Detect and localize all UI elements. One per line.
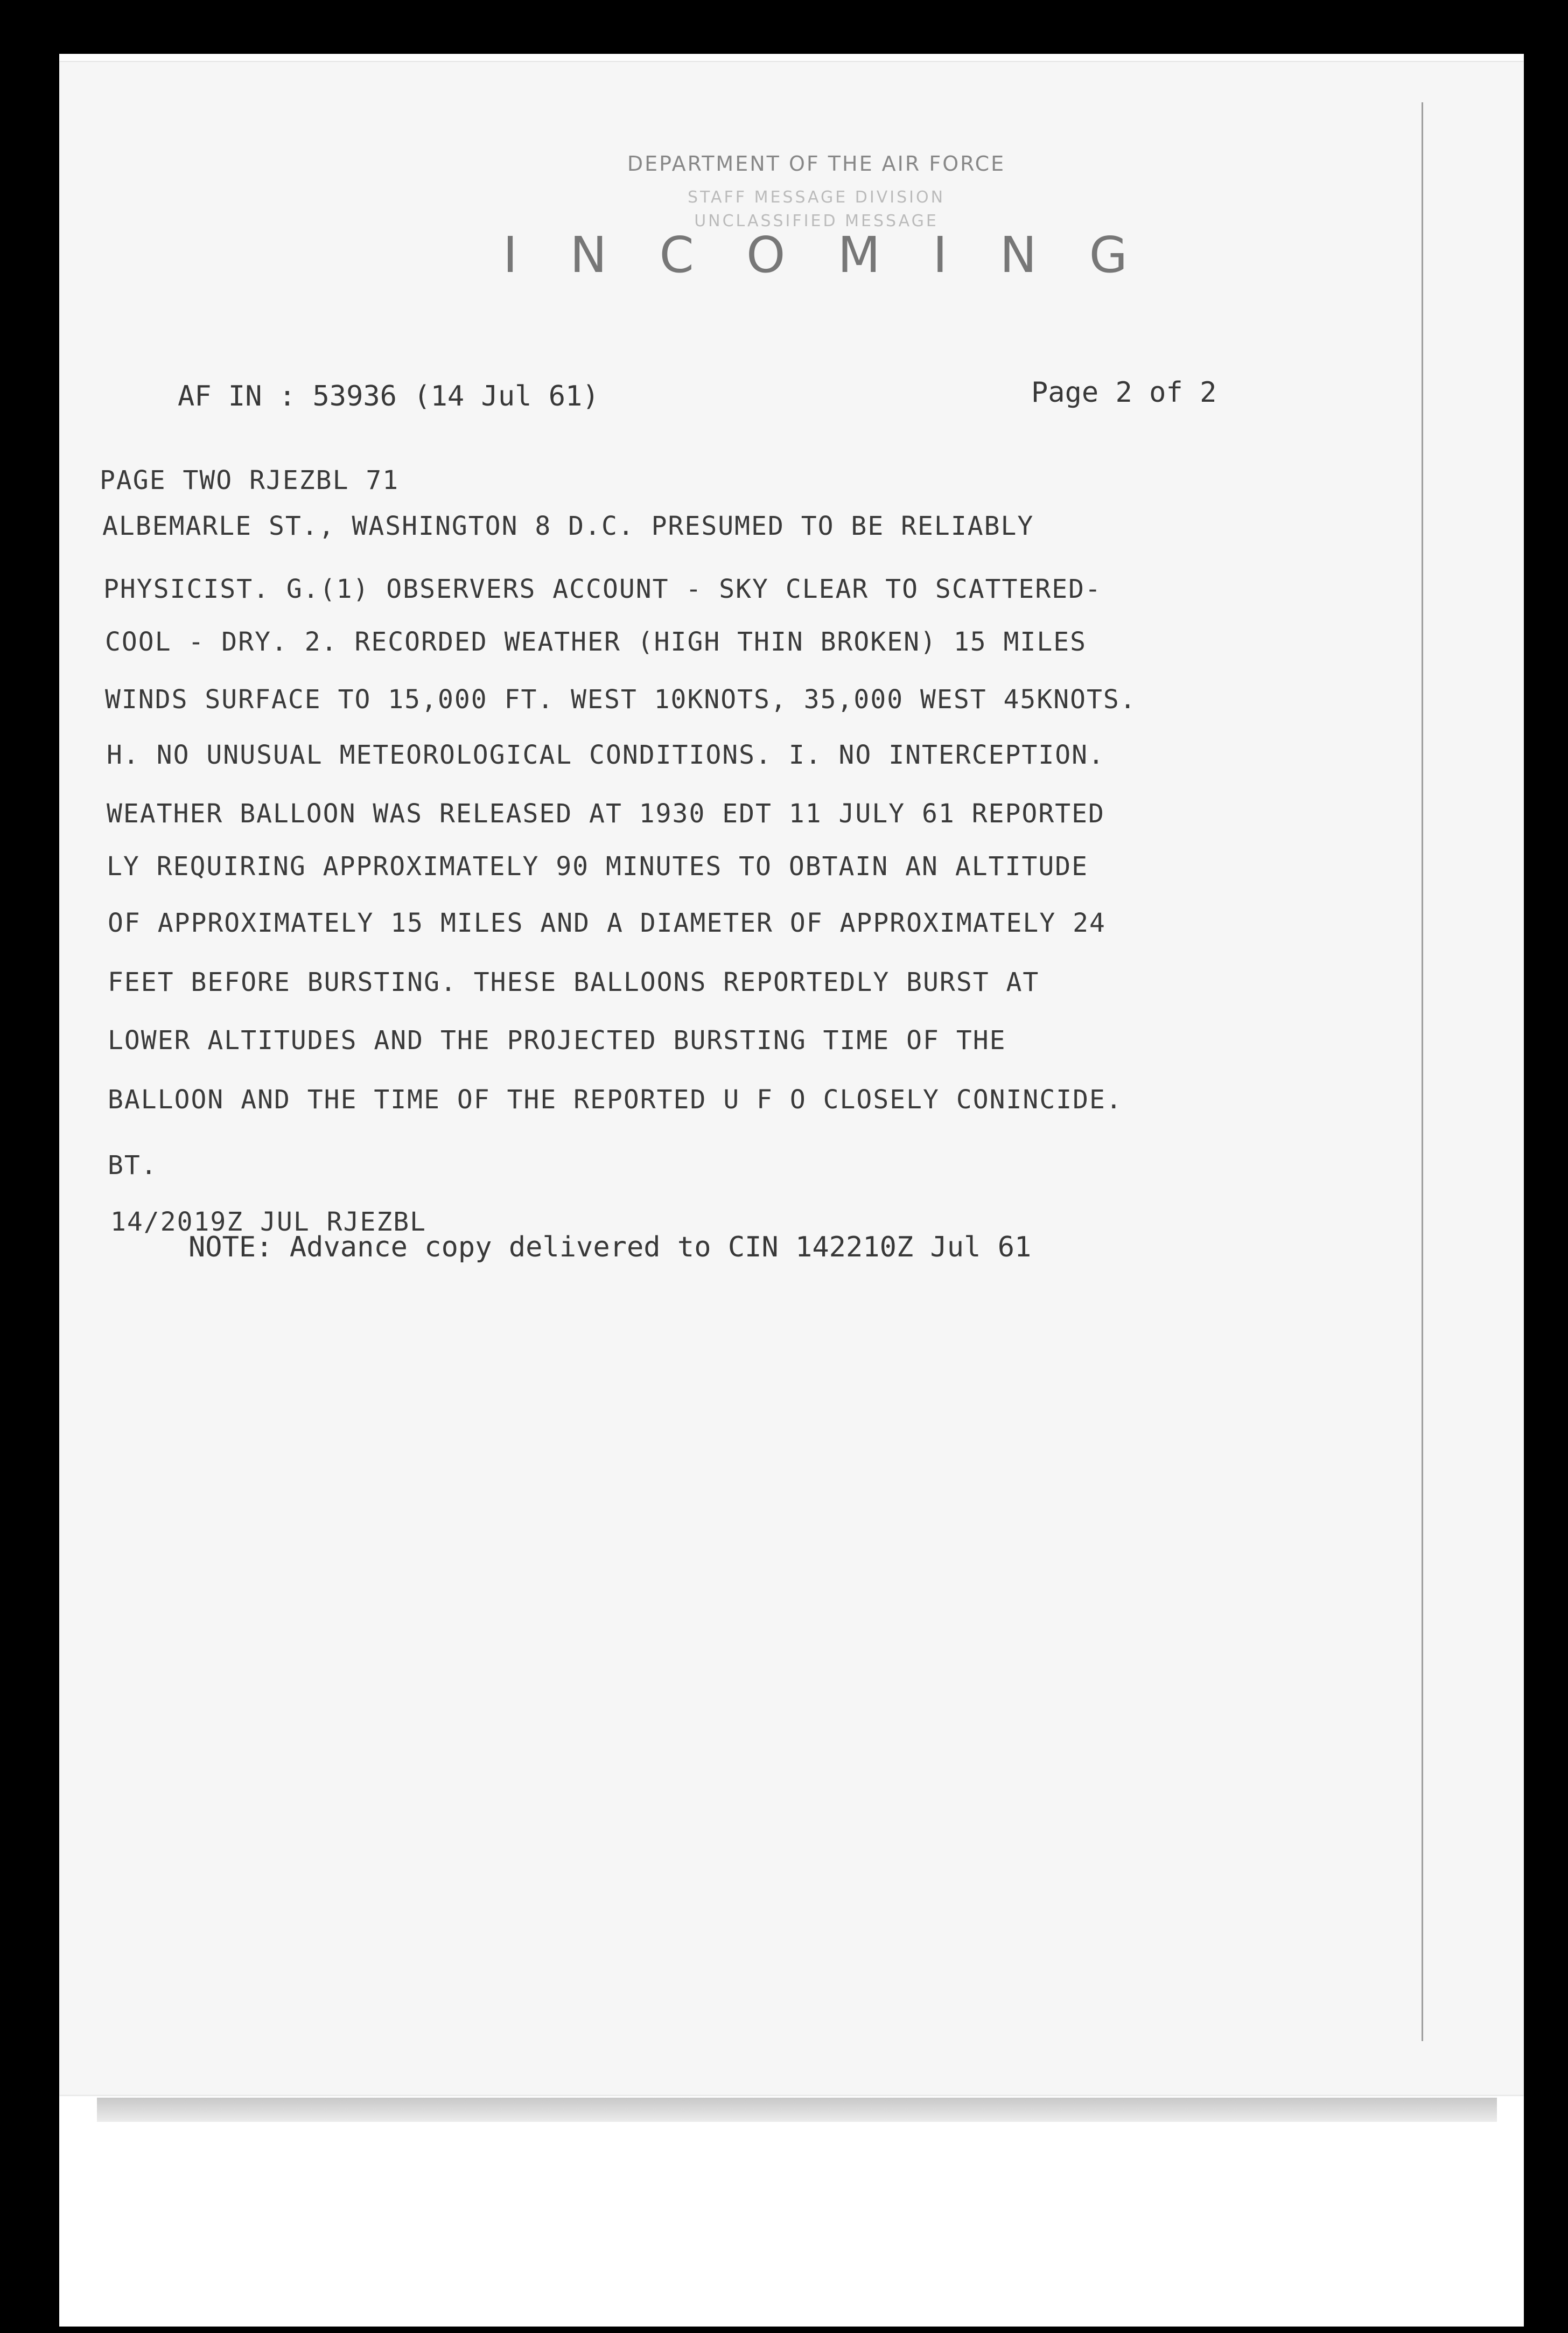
message-line: LOWER ALTITUDES AND THE PROJECTED BURSTING TIME OF THE — [108, 1025, 1006, 1056]
incoming-title: I N C O M I N G — [503, 226, 1146, 284]
af-in-reference: AF IN : 53936 (14 Jul 61) — [178, 380, 599, 413]
message-line: WINDS SURFACE TO 15,000 FT. WEST 10KNOTS, 35,000 WEST 45KNOTS. — [105, 684, 1137, 715]
message-line: ALBEMARLE ST., WASHINGTON 8 D.C. PRESUMED TO BE RELIABLY — [102, 511, 1034, 541]
page-shadow — [97, 2098, 1497, 2122]
message-line: OF APPROXIMATELY 15 MILES AND A DIAMETER OF APPROXIMATELY 24 — [108, 908, 1106, 938]
department-heading: DEPARTMENT OF THE AIR FORCE — [627, 152, 1006, 176]
note-line: NOTE: Advance copy delivered to CIN 142210Z Jul 61 — [188, 1231, 1032, 1263]
page-number: Page 2 of 2 — [1031, 376, 1217, 409]
message-line: BALLOON AND THE TIME OF THE REPORTED U F O CLOSELY CONINCIDE. — [108, 1085, 1123, 1115]
signoff-line: 14/2019Z JUL RJEZBL — [110, 1207, 427, 1237]
message-line: COOL - DRY. 2. RECORDED WEATHER (HIGH THIN BROKEN) 15 MILES — [105, 627, 1087, 657]
message-line: LY REQUIRING APPROXIMATELY 90 MINUTES TO OBTAIN AN ALTITUDE — [107, 851, 1089, 882]
message-line: PHYSICIST. G.(1) OBSERVERS ACCOUNT - SKY CLEAR TO SCATTERED- — [103, 574, 1102, 604]
message-line: WEATHER BALLOON WAS RELEASED AT 1930 EDT 11 JULY 61 REPORTED — [107, 799, 1105, 829]
sheet-edge-line — [1422, 102, 1423, 2041]
message-sheet — [59, 62, 1524, 2095]
stamp-line: STAFF MESSAGE DIVISION — [687, 188, 946, 207]
message-line: FEET BEFORE BURSTING. THESE BALLOONS REPORTEDLY BURST AT — [108, 967, 1040, 997]
message-line: BT. — [108, 1150, 158, 1181]
message-line: PAGE TWO RJEZBL 71 — [100, 465, 400, 495]
message-line: H. NO UNUSUAL METEOROLOGICAL CONDITIONS. I. NO INTERCEPTION. — [107, 740, 1105, 770]
stamp-line: UNCLASSIFIED MESSAGE — [694, 212, 939, 230]
